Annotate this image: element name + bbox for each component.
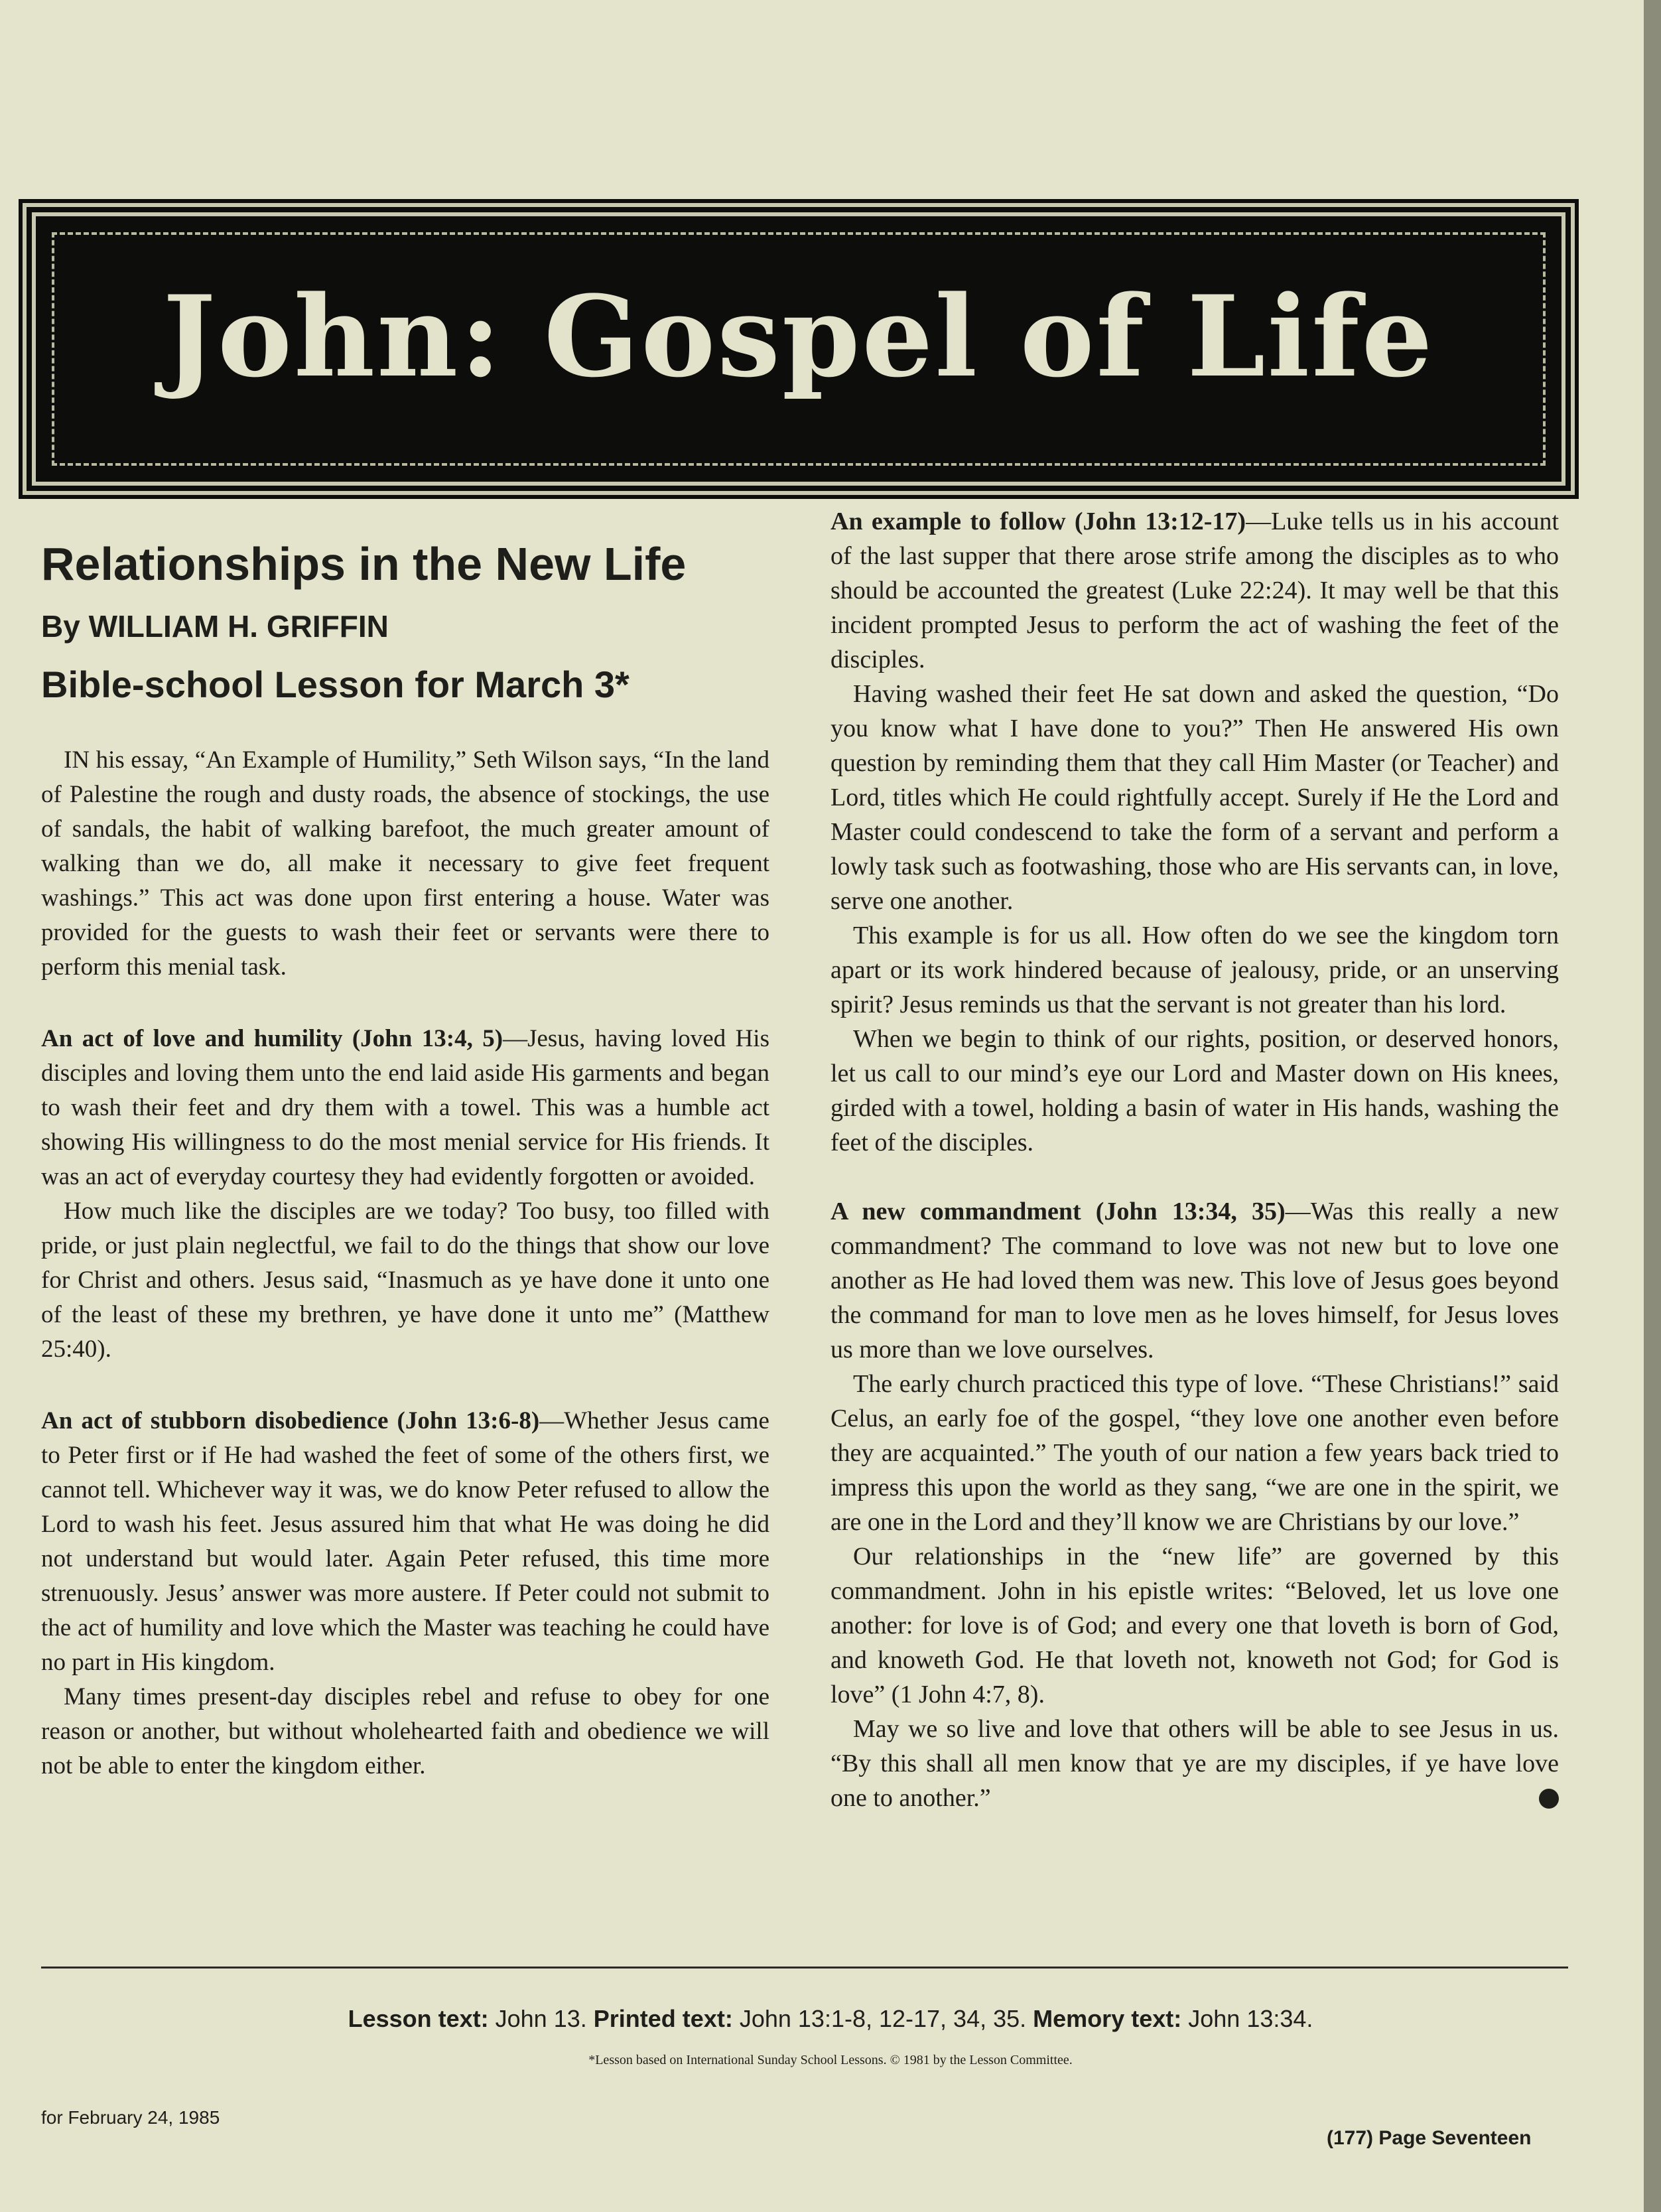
lesson-text-label: Lesson text:	[348, 2005, 489, 2032]
section-paragraph	[831, 1194, 1559, 1367]
section-paragraph	[41, 1404, 769, 1680]
lesson-label: Bible-school Lesson for March 3*	[41, 663, 630, 705]
article-title: Relationships in the New Life	[41, 538, 687, 590]
title-banner	[32, 212, 1565, 486]
paragraph: This example is for us all. How often do we see the kingdom torn apart or its work hindered because of jealousy, pride, or an unserving spirit? Jesus reminds us that the servant is not greater than his lord.	[831, 922, 1559, 1018]
memory-text: John 13:34.	[1188, 2005, 1313, 2032]
paragraph-text: —Whether Jesus came to Peter first or if He had washed the feet of some of the others first, we cannot tell. Whichever way it was, we do know Peter refused to allow the Lord to wash his feet. Jesus assured him that what He was doing he did not understand but would later. Again Peter refused, this time more strenuously. Jesus’ answer was more austere. If Peter could not submit to the act of humility and love which the Master was teaching he could have no part in His kingdom.	[41, 1407, 769, 1676]
memory-text-label: Memory text:	[1033, 2005, 1182, 2032]
paragraph-text: —Jesus, having loved His disciples and loving them unto the end laid aside His garments and began to wash their feet and dry them with a towel. This was a humble act showing His willingness to do the most menial service for His friends. It was an act of everyday courtesy they had evidently forgotten or avoided.	[41, 1024, 769, 1190]
paragraph: The early church practiced this type of love. “These Christians!” said Celus, an early foe of the gospel, “they love one another even before they are acquainted.” The youth of our nation a few years back tried to impress this upon the world as they sang, “we are one in the spirit, we are one in the Lord and they’ll know we are Christians by our love.”	[831, 1370, 1559, 1536]
section-heading: An act of love and humility (John 13:4, 5)	[41, 1024, 503, 1052]
section-paragraph	[41, 1022, 769, 1194]
banner-title: John: Gospel of Life	[163, 271, 1435, 402]
paragraph-text: —Was this really a new commandment? The command to love was not new but to love one another as He had loved them was new. This love of Jesus goes beyond the command for man to love men as he loves himself, for Jesus loves us more than we love ourselves.	[831, 1198, 1559, 1363]
paragraph-text: May we so live and love that others will be able to see Jesus in us. “By this shall all men know that ye are my disciples, if ye have love one to another.”	[831, 1715, 1559, 1812]
paragraph	[831, 1712, 1559, 1815]
section-heading: A new commandment (John 13:34, 35)	[831, 1198, 1286, 1225]
end-mark-bullet-icon	[1539, 1789, 1559, 1809]
left-column	[41, 504, 769, 1783]
intro-paragraph: IN his essay, “An Example of Humility,” Seth Wilson says, “In the land of Palestine the rough and dusty roads, the absence of stockings, the use of sandals, the habit of walking barefoot, the much greater amount of walking than we do, all make it necessary to give feet frequent washings.” This act was done upon first entering a house. Water was provided for the guests to wash their feet or servants were there to perform this menial task.	[41, 746, 769, 981]
right-column	[831, 504, 1559, 1815]
issue-date: for February 24, 1985	[41, 2107, 220, 2128]
byline: By WILLIAM H. GRIFFIN	[41, 608, 389, 644]
section-heading: An example to follow (John 13:12-17)	[831, 508, 1246, 535]
paragraph-text: —Luke tells us in his account of the last supper that there arose strife among the disciples as to who should be accounted the greatest (Luke 22:24). It may well be that this incident prompted Jesus to perform the act of washing the feet of the disciples.	[831, 508, 1559, 673]
footer-rule	[41, 1967, 1568, 1969]
section-heading: An act of stubborn disobedience (John 13:6-8)	[41, 1407, 540, 1434]
page-number: (177) Page Seventeen	[1327, 2127, 1532, 2149]
page-edge	[1644, 0, 1661, 2212]
paragraph: Our relationships in the “new life” are governed by this commandment. John in his epistle writes: “Beloved, let us love one another: for love is of God; and every one that loveth is born of God, and knoweth God. He that loveth not, knoweth not God; for God is love” (1 John 4:7, 8).	[831, 1543, 1559, 1708]
paragraph: When we begin to think of our rights, position, or deserved honors, let us call to our mind’s eye our Lord and Master down on His knees, girded with a towel, holding a basin of water in His hands, washing the feet of the disciples.	[831, 1025, 1559, 1156]
paragraph: Many times present-day disciples rebel and refuse to obey for one reason or another, but without wholehearted faith and obedience we will not be able to enter the kingdom either.	[41, 1683, 769, 1779]
lesson-texts	[0, 2005, 1661, 2033]
printed-text-label: Printed text:	[593, 2005, 733, 2032]
printed-text: John 13:1-8, 12-17, 34, 35.	[739, 2005, 1027, 2032]
footnote: *Lesson based on International Sunday School Lessons. © 1981 by the Lesson Committee.	[588, 2053, 1073, 2067]
paragraph: How much like the disciples are we today? Too busy, too filled with pride, or just plain neglectful, we fail to do the things that show our love for Christ and others. Jesus said, “Inasmuch as ye have done it unto one of the least of these my brethren, ye have done it unto me” (Matthew 25:40).	[41, 1197, 769, 1363]
lesson-text: John 13.	[495, 2005, 587, 2032]
section-paragraph	[831, 504, 1559, 677]
paragraph: Having washed their feet He sat down and asked the question, “Do you know what I have done to you?” Then He answered His own question by reminding them that they call Him Master (or Teacher) and Lord, titles which He could rightfully accept. Surely if He the Lord and Master could condescend to take the form of a servant and perform a lowly task such as footwashing, those who are His servants can, in love, serve one another.	[831, 680, 1559, 915]
